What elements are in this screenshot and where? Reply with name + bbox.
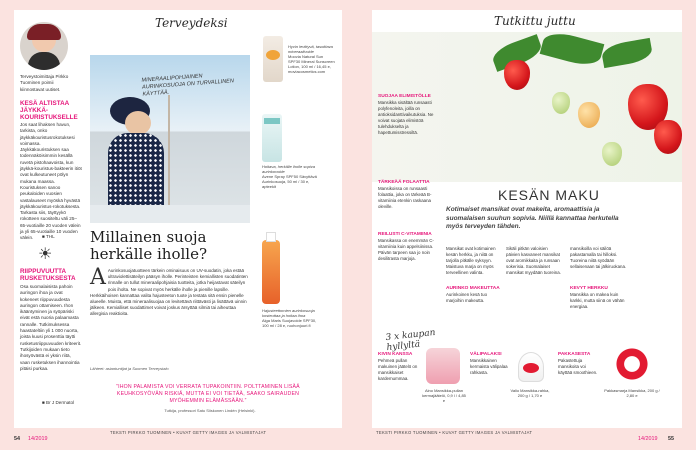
shelf-title: 3 x kaupan hyllyltä — [385, 327, 436, 354]
author-blurb: Terveystoimittaja Pirkko Tuominen poimii kiinnostavat uutiset. — [20, 74, 69, 92]
sidebar-credit-2: ■ Br J Dermatol — [42, 400, 75, 405]
kevyt-body: Mansikka on makea kuin karkki, mutta siinä on vähän energiaa. — [570, 292, 625, 309]
aurinko-body: Aurinkoinen kesä tuo marjoihin makeutta. — [446, 292, 488, 303]
col1-heading-2: TÄRKEÄÄ FOLAATTIA — [378, 180, 430, 185]
sidebar-body-2: Osa suomalaisista pahoin auringon ihoa ja ovat kokeneet riippuvuudesta auringon ottamiseen. Ihon ikääntyminen ja syöpäriski eivät estä nuoria palaamasta rannalle. Tutkimuksessa haastateltiin yli 1 000 nuorta, joista kuusi prosenttia täytti rusketusriippuvuuden kriteerit. Tutkijoiden mukaan tieto ihosyövästä ei yksin riitä, vaan rusketuksen ihannointia pitäisi purkaa. — [20, 284, 82, 371]
left-issue: 14/2019 — [28, 436, 48, 442]
product-bottle-3 — [262, 240, 280, 304]
sidebar-body-1: Jos saat lihaksen havun, tarkista, onko jäykkäkouristusrokotuksesi voimassa. Jäykkäkouristuksen saa todennäköisimmin kesällä ruvetä pistohaavoista, kun jäykkä-kouristus-bakteerin itiöt ovat kulkeutuneet pölyn mukana maassa. Kouristuksen sanoo peukaloiden vuosien vastalauseet myöskä hyvästä jäykkäkouristus-rokotuksesta. Tarkasta siis, täyttyykö rokotteen suositeltu väli 25–65-vuotiaille 20 vuoden välein ja yli 65-vuotiaille 10 vuoden välein. — [20, 122, 82, 241]
col1-body-2: Mansikoissa on runsaasti folaattia, joka on tärkeää B-vitamiinia etenkin raskaana oleville. — [378, 186, 432, 209]
left-section-title: Terveydeksi — [155, 16, 228, 30]
kevyt-heading: KEVYT HERKKU — [570, 286, 608, 291]
sidebar-heading-2: RIIPPUVUUTTA RUSKETUKSESTA — [20, 268, 76, 282]
shelf-product-3-text — [558, 352, 598, 376]
article-body: A Aurinkosuojatuotteen tärkein ominaisuus on UV-suodatin, joka estää ultraviolettisäteilyn pääsyn iholle. Perinteisten kemiallisten suodatinten rinnalle on tullut mineraalipohjaisia tuotteita, jotka heijastavat säteilyn pois iholta. Ne sopivat myös herkälle iholle ja pienille lapsille. Herkkäihoisen kannattaa valita hajusteeton tuote ja testata sitä ensin pienelle alueelle. Muista, että mineraalisuojaa on levitettävä riittävästi ja lisättävä uinnin jälkeen. Kemialliset suodattimet voivat joskus ärsyttää silmiä tai aiheuttaa allergisia reaktioita. — [90, 265, 248, 317]
quote-credit: Tutkija, professori Satu Siiskonen Lindén (Helsinki). — [164, 408, 256, 413]
product-desc-1: Moovia Natural Sun SPF30 Mineral Sunscreen Lotion, 100 ml / 16,45 e, moviacosmetics.com — [288, 54, 335, 74]
col1-body-1: Mansikka sisältää runsaasti polyfenoleita, joilla on antioksidanttivaikutuksia. Ne voivat suojata elimistöä tulehdukselta ja hapettumisstressiltä. — [378, 100, 434, 135]
sidebar-heading-1: KESÄ ALTISTAA JÄYKKÄ-KOURISTUKSELLE — [20, 100, 78, 121]
article-headline: Millainen suoja herkälle iholle? — [90, 228, 207, 263]
shelf-product-2-image — [518, 352, 544, 382]
shelf-product-3-image — [614, 346, 650, 382]
right-issue: 14/2019 — [638, 436, 658, 442]
sidebar-credit-1: ■ THL — [42, 234, 55, 239]
shelf-product-1-text — [378, 352, 418, 382]
col1-block-3 — [378, 232, 440, 262]
pull-quote: ”IHON PALAMISTA VOI VERRATA TUPAKOINTIIN. POLTTAMINEN LISÄÄ KEUHKOSYÖVÄN RISKIÄ, MUTTA EI VOI TIETÄÄ, SAAKO SAIRAUDEN MYÖHEMMIN ELÄMÄSSÄÄN.” — [116, 384, 300, 404]
col1-block-2 — [378, 180, 440, 210]
left-footer: TEKSTI PIRKKO TUOMINEN • KUVAT GETTY IMAGES JA VALMISTAJAT — [110, 430, 267, 435]
shelf-product-1-image — [426, 348, 460, 384]
product-tube-1 — [263, 36, 283, 82]
product-desc-2: Avene Spray SPF50 Sävyttävä Aurinkosuoja, 50 ml / 30 e, apteekit — [262, 174, 317, 189]
shelf-label-1: KIVIN KANSSA — [378, 352, 413, 357]
product-text-3 — [262, 308, 322, 328]
product-tube-2 — [262, 114, 282, 162]
right-section-title: Tutkittu juttu — [494, 14, 576, 28]
product-desc-3: Alga Maris Suojavoide SPF30, 100 ml / 28 e, ruohonjuuri.fi — [262, 318, 317, 328]
shelf-name-3: Pakkasmarja Mansikka, 200 g / 2,80 e — [604, 388, 660, 398]
shelf-product-2-text — [470, 352, 510, 376]
right-page — [348, 0, 696, 450]
sun-icon: ☀ — [38, 246, 53, 263]
col1-heading-3: REILUSTI C-VITAMIINIA — [378, 232, 432, 237]
author-avatar — [20, 22, 68, 70]
aurinko-heading: AURINKO MAKEUTTAA — [446, 286, 500, 291]
product-name-1: Hyvin levittyvä, tasoittava mineraalivoide — [288, 44, 333, 54]
left-page-number: 54 — [14, 436, 20, 442]
shelf-label-3: PAKKASESTA — [558, 352, 591, 357]
right-footer: TEKSTI PIRKKO TUOMINEN • KUVAT GETTY IMAGES JA VALMISTAJAT — [376, 430, 533, 435]
shelf-label-2: VÄLIPALAKSI — [470, 352, 502, 357]
right-lede: Kotimaiset mansikat ovat makeita, aromaattisia ja suomalaisen suuhun sopivia. Niillä kannattaa herkutella myös terveyden tähden. — [446, 206, 619, 230]
shelf-desc-2: Mansikkainen kermaista välipalaa rahkasta. — [470, 358, 508, 375]
product-name-3: Hajusteettomien aurinkosuoja kosteuttaa ja hoitaa ihoa — [262, 308, 315, 318]
col1-heading-1: SUOJAA ELIMISTÖLLE — [378, 94, 431, 99]
product-name-2: Hoitava, herkälle iholle sopiva aurinkovoide — [262, 164, 315, 174]
photo-caption: MINERAALIPOHJAINEN AURINKOSUOJA ON TURVALLINEN KÄYTTÄÄ. — [141, 73, 235, 98]
product-text-1 — [288, 44, 336, 74]
kevyt-block — [570, 286, 630, 310]
shelf-desc-1: Pehmeä pullan makuinen jäätelö on mansikkaiset kardemummaa. — [378, 358, 418, 381]
col3-text: Sikäli pitkän valoisien päivien kasvaneet mansikat ovat aromikkaita ja runsaan sokerisia. Suomalaiset mansikat myydään tuoreina. — [506, 246, 561, 275]
product-text-2 — [262, 164, 322, 189]
article-body-text: Aurinkosuojatuotteen tärkein ominaisuus on UV-suodatin, joka estää ultraviolettisäteilyn pääsyn iholle. Perinteisten kemiallisten suodatinten rinnalle on tullut mineraalipohjaisia tuotteita, jotka heijastavat säteilyn pois iholta. Ne sopivat myös herkälle iholle ja pienille lapsille. Herkkäihoisen kannattaa valita hajusteeton tuote ja testata sitä ensin pienelle alueelle. Muista, että mineraalisuojaa on levitettävä riittävästi ja lisättävä uinnin jälkeen. Kemialliset suodattimet voivat joskus ärsyttää silmiä tai aiheuttaa allergisia reaktioita. — [90, 268, 248, 317]
col4-text: mansikoilla voi säilöä pakastamalla tai hilloksi. Tuoreina niitä syödään sellaisenaan tai jälkiruokana. — [570, 246, 627, 269]
expert-credit: Lähteet: asiantuntijat ja Suomen Terveystalo — [90, 366, 169, 371]
right-page-number: 55 — [668, 436, 674, 442]
right-headline: KESÄN MAKU — [498, 187, 600, 203]
col1-block-1 — [378, 94, 440, 136]
shelf-name-2: Valio Mansikka-rahka, 200 g / 1,70 e — [510, 388, 550, 398]
shelf-name-1: Aino Mansikka-pullan kermajäätelö, 0,9 l / 4,85 e — [422, 388, 466, 403]
aurinko-block — [446, 286, 502, 304]
col1-body-3: Mansikassa on enemmän C-vitamiinia kuin appelsiinissa. Päivän tarpeen saa jo noin desilitrasta marjoja. — [378, 238, 434, 261]
shelf-desc-3: Pakastettuja mansikoita voi käyttää smoothieen. — [558, 358, 598, 375]
col2-text: Mansikat ovat kotimainen kesän herkku, ja niitä on tarjolla pitkälle syksyyn. Maistuva marja on myös terveellinen valinta. — [446, 246, 496, 275]
